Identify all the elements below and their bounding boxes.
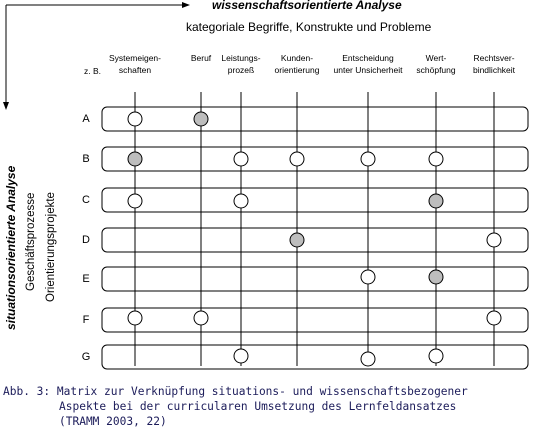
column-header-line1: Rechtsver- (473, 53, 515, 63)
column-header (275, 52, 320, 76)
filled-node (429, 194, 443, 208)
top-axis-title: wissenschaftsorientierte Analyse (212, 0, 402, 12)
row-label: A (82, 113, 90, 125)
zb-label: z. B. (84, 66, 102, 76)
open-node (361, 270, 375, 284)
column-header (109, 52, 161, 76)
left-axis-line3: Orientierungsprojekte (45, 192, 57, 302)
row-label: E (82, 273, 90, 285)
column-header-line2: unter Unsicherheit (333, 65, 403, 75)
figure-caption (3, 384, 468, 429)
open-node (290, 152, 304, 166)
column-header-line1: Beruf (190, 53, 212, 63)
filled-node (429, 270, 443, 284)
top-axis-subtitle: kategoriale Begriffe, Konstrukte und Probleme (186, 20, 432, 34)
filled-node (128, 152, 142, 166)
column-header (334, 52, 403, 76)
column-header (473, 52, 515, 76)
column-header-line1: Entscheidung (342, 53, 394, 63)
open-node (128, 311, 142, 325)
row-bar (102, 107, 528, 131)
left-axis-line2: Geschäftsprozesse (25, 192, 37, 291)
row-bar (102, 147, 528, 171)
open-node (234, 194, 248, 208)
row-bar (102, 345, 528, 369)
column-header-line1: Leistungs- (221, 53, 261, 63)
column-lines (135, 92, 494, 366)
filled-node (290, 233, 304, 247)
left-axis-arrowhead (3, 102, 9, 110)
column-header (416, 52, 455, 76)
caption-line-2: Aspekte bei der curricularen Umsetzung des Lernfeldansatzes (59, 400, 457, 413)
nodes (128, 112, 501, 366)
row-label: C (82, 194, 90, 206)
row-bar (102, 267, 528, 291)
left-axis-title: situationsorientierte Analyse (4, 165, 18, 330)
open-node (361, 352, 375, 366)
column-header-line1: Wert- (425, 53, 447, 63)
open-node (487, 233, 501, 247)
column-header-line1: Kunden- (280, 53, 314, 63)
open-node (194, 311, 208, 325)
open-node (128, 194, 142, 208)
column-header-line2: schaften (118, 65, 152, 75)
row-bar (102, 188, 528, 212)
caption-line-3: (TRAMM 2003, 22) (59, 415, 167, 428)
filled-node (194, 112, 208, 126)
open-node (128, 112, 142, 126)
column-header-line2: bindlichkeit (472, 65, 516, 75)
open-node (234, 349, 248, 363)
open-node (429, 349, 443, 363)
row-bar (102, 228, 528, 252)
caption-line-1: Abb. 3: Matrix zur Verknüpfung situations- und wissenschaftsbezogener (3, 385, 468, 398)
row-label: F (82, 314, 90, 326)
open-node (429, 152, 443, 166)
column-header (191, 52, 211, 64)
top-axis-arrowhead (182, 2, 190, 8)
column-header-line2: orientierung (274, 65, 320, 75)
row-label: D (82, 234, 90, 246)
column-header-line2: prozeß (227, 65, 255, 75)
column-header-line2: schöpfung (416, 65, 456, 75)
open-node (487, 311, 501, 325)
row-label: B (82, 153, 90, 165)
row-label: G (81, 351, 91, 363)
axes (3, 2, 190, 110)
row-bar (102, 308, 528, 332)
open-node (361, 152, 375, 166)
column-header-line1: Systemeigen- (109, 53, 161, 63)
column-header (221, 52, 260, 76)
open-node (234, 152, 248, 166)
row-bars (102, 107, 528, 369)
